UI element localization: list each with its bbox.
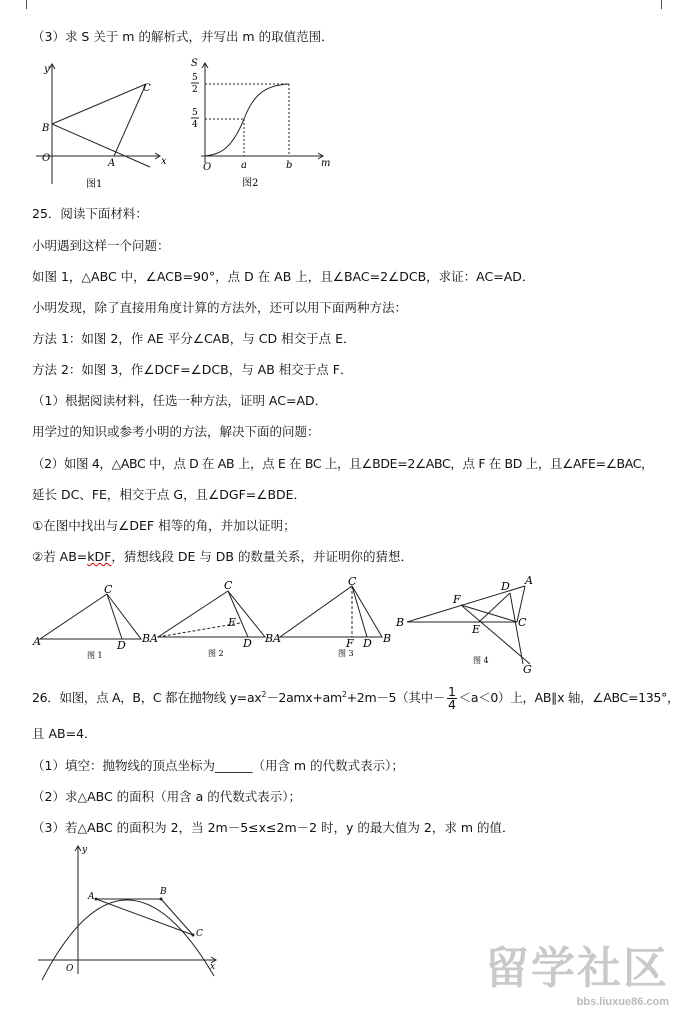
q25f4-b: B [396,616,405,629]
q25-part2-line1: （2）如图 4，△ABC 中，点 D 在 AB 上，点 E 在 BC 上，且∠BDE=2∠ABC，点 F 在 BD 上，且∠AFE=∠BAC， [32,456,654,471]
q25-sub2-pre: ②若 AB= [32,549,88,564]
q25-part1: （1）根据阅读材料，任选一种方法，证明 AC=AD． [32,393,328,408]
fig1-origin: O [42,153,51,164]
q25f2-c: C [224,579,233,592]
fig1-y-label: y [44,64,50,75]
q25f3-f: F [346,637,354,650]
fig1-x-label: x [161,156,167,167]
fig2-m-label: m [321,158,331,169]
q25f3-caption: 图 3 [338,649,354,658]
q25f3-a: A [273,632,281,645]
q26-stem-mid2: +2m－5（其中－ [346,690,445,706]
q25-sub1: ①在图中找出与∠DEF 相等的角，并加以证明； [32,518,296,533]
fig2-tick-a: a [241,160,247,171]
q25-figure-1 [32,582,152,662]
q24-part3: （3）求 S 关于 m 的解析式，并写出 m 的取值范围． [32,29,334,44]
fig1-label-a: A [108,158,116,169]
fig2-top-num: 5 [192,73,198,83]
q25-intro: 小明遇到这样一个问题： [32,238,170,253]
q26-stem-mid: －2amx+am [266,690,342,706]
q26f-c: C [196,929,203,939]
fig2-origin: O [203,162,212,173]
q25f4-g: G [523,663,532,676]
q25f4-e: E [472,623,481,636]
fig1-caption: 图1 [86,179,103,190]
q26-stem-end: 且 AB=4． [32,726,97,741]
q26f-y: y [82,845,88,855]
q26-stem-post: ＜a＜0）上，AB∥x 轴，∠ABC=135°， [458,690,680,706]
fig1-label-c: C [143,83,151,94]
q26-frac-den: 4 [447,697,456,713]
watermark-text: 留学社区 [485,944,669,993]
q25-part2-line2: 延长 DC、FE，相交于点 G，且∠DGF=∠BDE． [32,487,307,502]
q26-sup-1: 2 [261,690,267,699]
fig2-tick-b: b [286,160,293,171]
fig2-s-label: S [191,58,198,69]
fig2-mid-den: 4 [192,120,198,130]
corner-mark-right [661,0,662,9]
q25-method1: 方法 1：如图 2，作 AE 平分∠CAB，与 CD 相交于点 E． [32,331,356,346]
q26f-x: x [210,962,216,972]
q26f-b: B [160,887,167,897]
q25-sub2 [32,548,413,566]
q25f4-f: F [453,593,461,606]
q26-stem [32,686,679,711]
q25-sub2-post: ，猜想线段 DE 与 DB 的数量关系，并证明你的猜想． [111,549,413,564]
corner-mark-left [26,0,27,9]
q26-sup-2: 2 [341,690,347,699]
q25f3-c: C [348,575,357,588]
q26f-a: A [88,892,95,902]
q25f1-a: A [33,635,41,648]
q26f-origin: O [66,964,74,974]
q26-stem-pre: 26．如图，点 A，B，C 都在抛物线 y=ax [32,690,262,706]
q26-part3: （3）若△ABC 的面积为 2，当 2m－5≤x≤2m－2 时，y 的最大值为 2，求 m 的值． [32,820,515,835]
q25-title: 25．阅读下面材料： [32,206,148,221]
q25-figure-2 [148,576,273,656]
q25f2-a: A [150,632,158,645]
fig1-label-b: B [42,123,50,134]
q25-problem: 如图 1，△ABC 中，∠ACB=90°，点 D 在 AB 上，且∠BAC=2∠DCB，求证：AC=AD． [32,269,535,284]
q25f1-c: C [104,583,113,596]
q25f4-a: A [525,574,533,587]
q26-part1: （1）填空：抛物线的顶点坐标为______（用含 m 的代数式表示）； [32,758,404,773]
fig2-mid-num: 5 [192,108,198,118]
q26-figure [34,842,219,982]
q25f4-caption: 图 4 [473,656,489,665]
q25f3-b: B [383,632,392,645]
q26-part2: （2）求△ABC 的面积（用含 a 的代数式表示）； [32,789,302,804]
q24-figure-2 [185,55,335,190]
q25-sub2-kdf: kDF [87,549,112,564]
fig2-caption: 图2 [242,178,259,189]
watermark-url: bbs.liuxue86.com [576,996,669,1008]
q25f4-c: C [518,616,527,629]
watermark-logo [485,932,669,1008]
q25-figure-4 [395,574,550,674]
q26-fraction [447,686,457,711]
q25f1-b: B [142,632,151,645]
q25f2-e: E [228,616,237,629]
fig2-top-den: 2 [192,85,198,95]
q25-figure-3 [272,576,392,656]
q25f4-d: D [501,580,510,593]
q24-figure-1 [28,58,168,193]
q25-discover: 小明发现，除了直接用角度计算的方法外，还可以用下面两种方法： [32,300,408,315]
q25f1-d: D [117,639,126,652]
q25-use: 用学过的知识或参考小明的方法，解决下面的问题： [32,424,320,439]
q25f2-d: D [243,637,252,650]
q25f1-caption: 图 1 [87,651,103,660]
q26-frac-num: 1 [447,684,456,700]
q25-method2: 方法 2：如图 3，作∠DCF=∠DCB，与 AB 相交于点 F． [32,362,353,377]
q25f2-caption: 图 2 [208,649,224,658]
q25f2-b: B [265,632,274,645]
q25f3-d: D [363,637,372,650]
